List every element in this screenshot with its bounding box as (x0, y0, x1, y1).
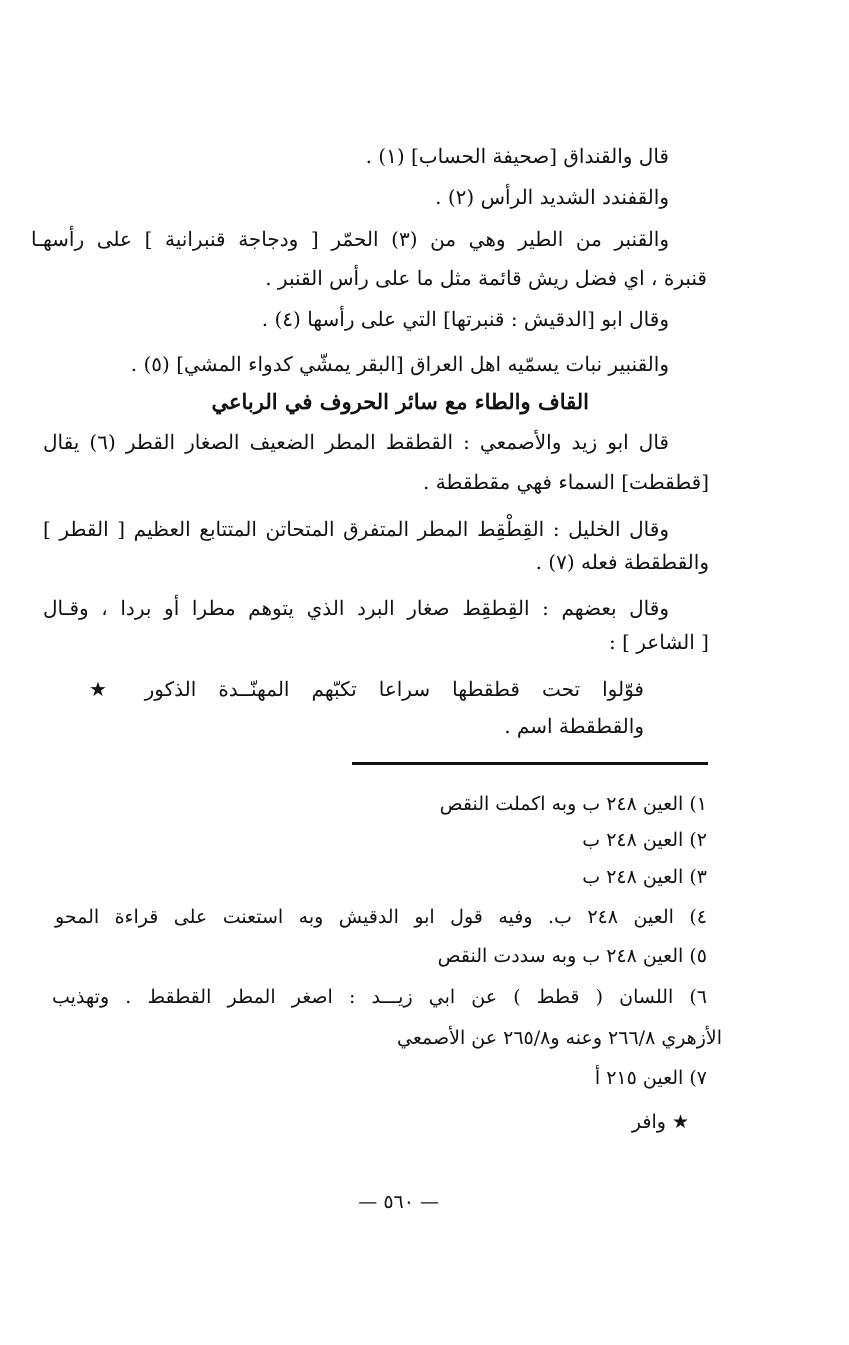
body-line: والقطقطة اسم . (504, 714, 644, 738)
footnote-item: ٥) العين ٢٤٨ ب وبه سددت النقص (437, 945, 707, 967)
footnote-item: ٦) اللسان ( قطط ) عن ابي زيـــد : اصغر المطر القطقط . وتهذيب (52, 986, 707, 1008)
body-line: قال والقنداق [صحيفة الحساب] (١) . (365, 144, 669, 168)
body-line: وقال بعضهم : القِطقِط صغار البرد الذي يتوهم مطرا أو بردا ، وقـال (43, 596, 669, 620)
body-line: وقال ابو [الدقيش : قنبرتها] التي على رأسها (٤) . (261, 307, 669, 331)
body-line: قال ابو زيد والأصمعي : القطقط المطر الضعيف الصغار القطر (٦) يقال (43, 430, 669, 454)
body-line: وقال الخليل : القِطْقِط المطر المتفرق المتحاتن المتتابع العظيم [ القطر ] (43, 517, 669, 541)
body-line: والقنبر من الطير وهي من (٣) الحمّر [ ودجاجة قنبرانية ] على رأسهـا (31, 227, 670, 251)
verse-line: فوّلوا تحت قطقطها سراعا تكبّهم المهنّــدة الذكور ★ (89, 677, 644, 701)
footnote-divider (352, 762, 708, 765)
footnote-item: ١) العين ٢٤٨ ب وبه اكملت النقص (439, 793, 707, 815)
section-heading: القاف والطاء مع سائر الحروف في الرباعي (211, 389, 589, 414)
page-number: — ٥٦٠ — (358, 1191, 439, 1213)
footnote-continuation: الأزهري ٢٦٦/٨ وعنه و٢٦٥/٨ عن الأصمعي (397, 1027, 722, 1049)
footnote-item: ٤) العين ٢٤٨ ب. وفيه قول ابو الدقيش وبه استعنت على قراءة المحو (55, 906, 707, 928)
body-line: قنبرة ، اي فضل ريش قائمة مثل ما على رأس القنبر . (265, 266, 707, 290)
body-line: [ الشاعر ] : (609, 630, 709, 654)
footnote-item: ٣) العين ٢٤٨ ب (582, 866, 707, 888)
body-line: والقطقطة فعله (٧) . (535, 550, 709, 574)
body-line: والقنبير نبات يسمّيه اهل العراق [البقر يمشّي كدواء المشي] (٥) . (130, 352, 669, 376)
body-line: والقفندد الشديد الرأس (٢) . (435, 185, 669, 209)
footnote-item: ٢) العين ٢٤٨ ب (582, 829, 707, 851)
body-line: [قطقطت] السماء فهي مقطقطة . (422, 470, 709, 494)
footnote-meter-note: ★ وافر (631, 1111, 689, 1133)
footnote-item: ٧) العين ٢١٥ أ (594, 1067, 707, 1089)
